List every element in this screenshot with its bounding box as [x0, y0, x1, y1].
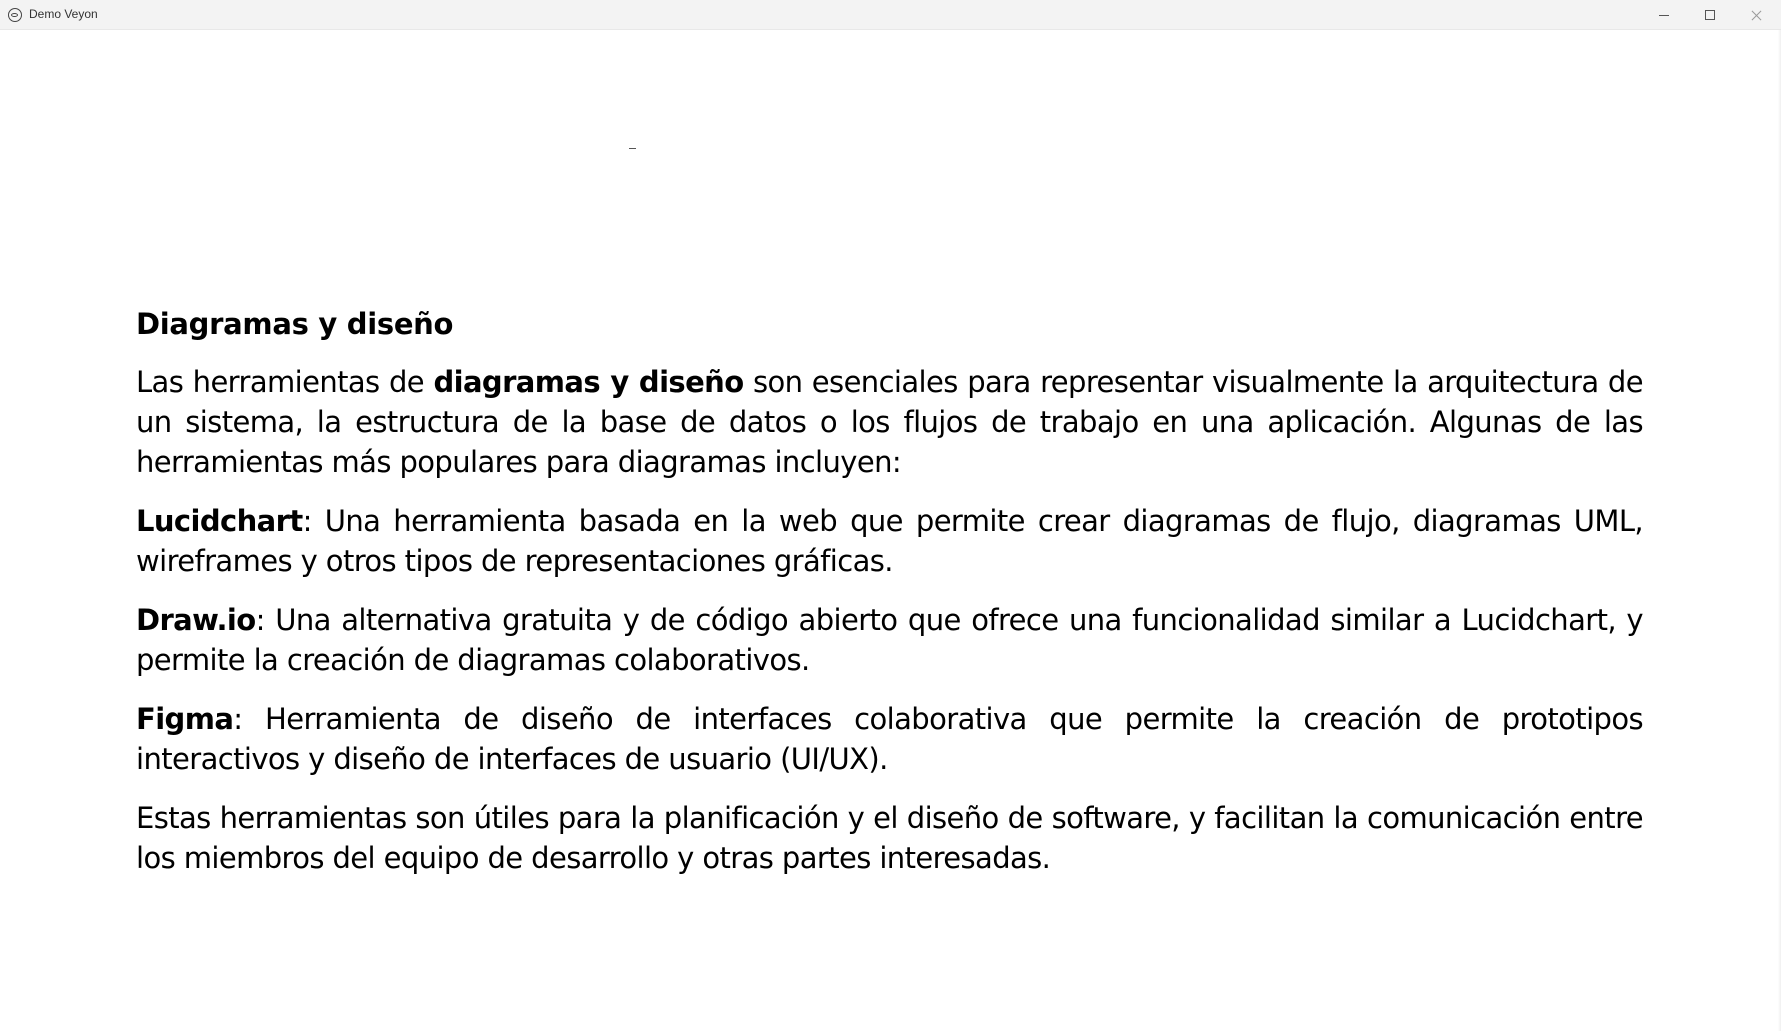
- tool-name: Lucidchart: [136, 504, 303, 538]
- minimize-button[interactable]: [1641, 0, 1687, 30]
- tool-name: Draw.io: [136, 603, 256, 637]
- tool-paragraph-figma: [136, 699, 1643, 779]
- intro-bold-term: diagramas y diseño: [433, 365, 744, 399]
- intro-paragraph: [136, 362, 1643, 482]
- tool-description: : Herramienta de diseño de interfaces colaborativa que permite la creación de prototipos interactivos y diseño de interfaces de usuario (UI/UX).: [136, 702, 1643, 776]
- tool-description: : Una alternativa gratuita y de código abierto que ofrece una funcionalidad similar a Lucidchart, y permite la creación de diagramas colaborativos.: [136, 603, 1643, 677]
- window-title: Demo Veyon: [29, 7, 98, 21]
- document-content: [136, 302, 1643, 897]
- tool-paragraph-drawio: [136, 600, 1643, 680]
- tool-paragraph-lucidchart: [136, 501, 1643, 581]
- cursor-mark: [629, 148, 636, 149]
- intro-text-start: Las herramientas de: [136, 365, 434, 399]
- maximize-button[interactable]: [1687, 0, 1733, 30]
- title-bar[interactable]: [0, 0, 1781, 30]
- conclusion-paragraph: Estas herramientas son útiles para la planificación y el diseño de software, y facilitan la comunicación entre los miembros del equipo de desarrollo y otras partes interesadas.: [136, 801, 1643, 875]
- section-heading: Diagramas y diseño: [136, 307, 454, 341]
- veyon-eye-icon: [8, 8, 22, 22]
- intro-text-end: son esenciales para representar visualmente la arquitectura de un sistema, la estructura de la base de datos o los flujos de trabajo en una aplicación. Algunas de las herramientas más populares para diagramas incluyen:: [136, 365, 1643, 479]
- tool-name: Figma: [136, 702, 234, 736]
- close-button[interactable]: [1733, 0, 1779, 30]
- tool-description: : Una herramienta basada en la web que permite crear diagramas de flujo, diagramas UML, wireframes y otros tipos de representaciones gráficas.: [136, 504, 1643, 578]
